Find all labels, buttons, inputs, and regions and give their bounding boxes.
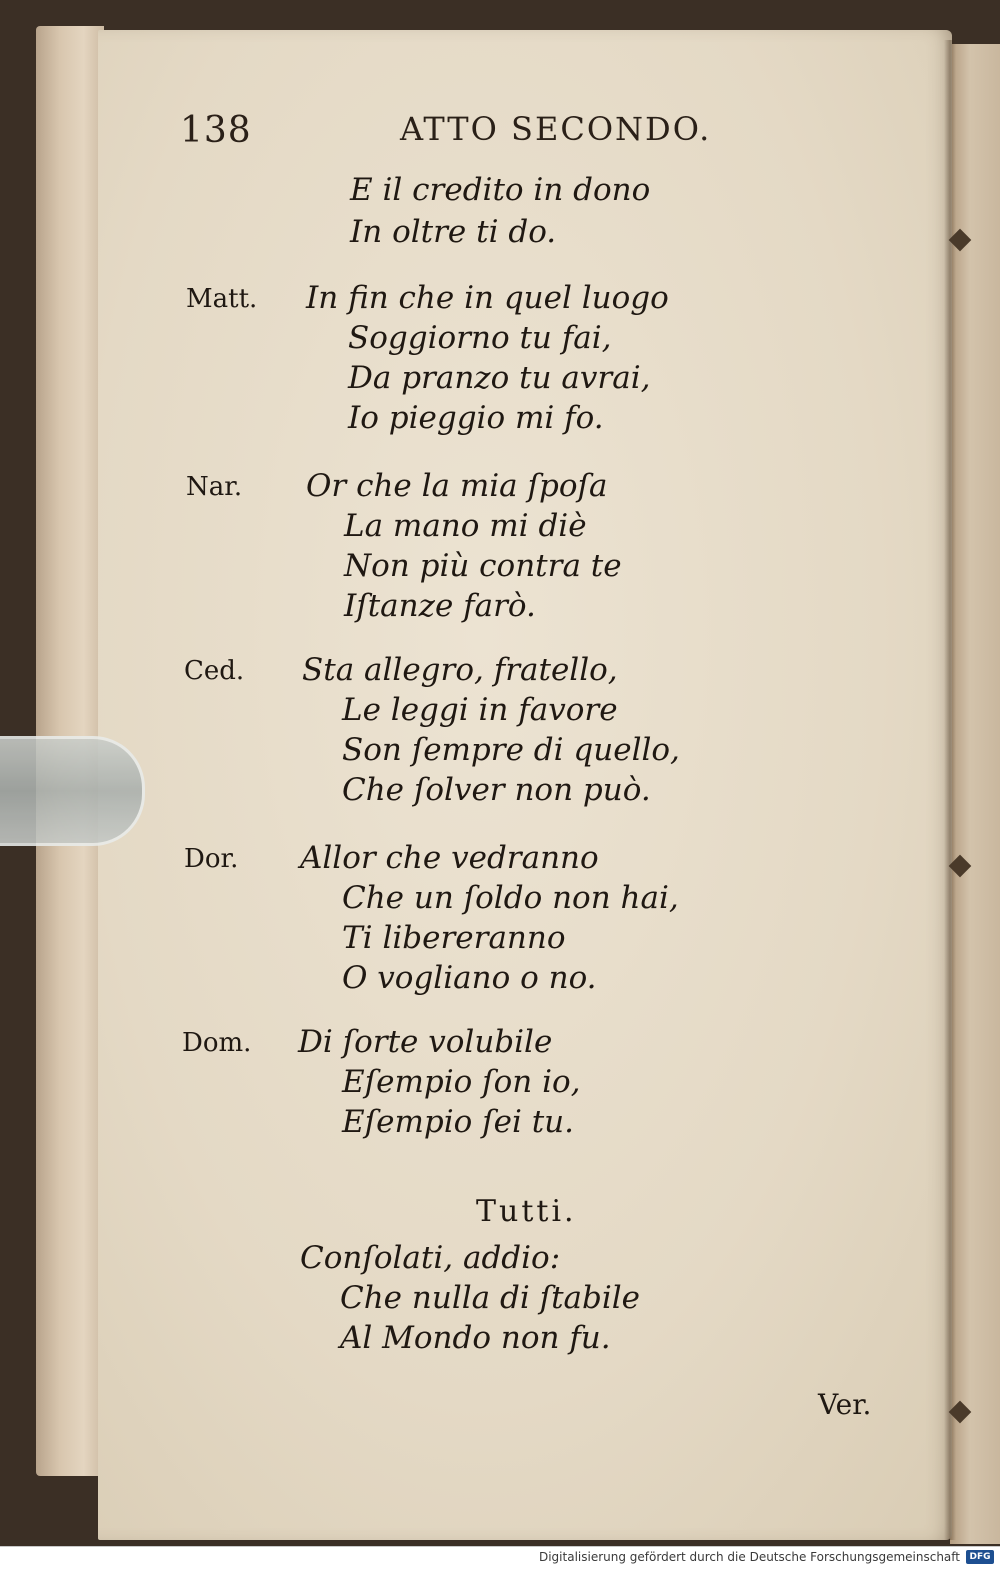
footer-credit: Digitalisierung gefördert durch die Deutsche Forschungsgemeinschaft	[538, 1550, 960, 1564]
page-gutter	[944, 40, 956, 1540]
running-title: ATTO SECONDO.	[400, 110, 712, 148]
verse-line: Or che la mia ſpoſa	[306, 468, 608, 504]
page-number: 138	[180, 110, 252, 151]
verse-line: La mano mi diè	[344, 508, 587, 544]
verse-line: Iſtanze farò.	[344, 588, 536, 624]
verse-line: Le leggi in favore	[342, 692, 618, 728]
verse-line: Al Mondo non fu.	[340, 1320, 611, 1356]
verse-line: Allor che vedranno	[300, 840, 599, 876]
verse-line: Non più contra te	[344, 548, 622, 584]
chorus-label: Tutti.	[476, 1194, 577, 1229]
verse-line: In oltre ti do.	[350, 214, 557, 250]
verse-line: Che nulla di ſtabile	[340, 1280, 641, 1316]
verse-line: Io pieggio mi fo.	[348, 400, 604, 436]
verse-line: Soggiorno tu fai,	[348, 320, 612, 356]
next-page-edge	[950, 44, 1000, 1544]
verse-line: O vogliano o no.	[342, 960, 597, 996]
verse-line: Sta allegro, fratello,	[302, 652, 618, 688]
verse-line: Che ſolver non può.	[342, 772, 651, 808]
speaker-label: Dor.	[184, 844, 239, 874]
verse-line: In fin che in quel luogo	[306, 280, 669, 316]
speaker-label: Dom.	[182, 1028, 252, 1058]
verse-line: Son ſempre di quello,	[342, 732, 680, 768]
verse-line: Conſolati, addio:	[300, 1240, 561, 1276]
catchword: Ver.	[818, 1388, 872, 1421]
speaker-label: Nar.	[186, 472, 243, 502]
page-clip	[0, 736, 145, 846]
speaker-label: Ced.	[184, 656, 245, 686]
verse-line: Da pranzo tu avrai,	[348, 360, 651, 396]
verse-line: Di ſorte volubile	[298, 1024, 553, 1060]
verse-line: Eſempio ſon io,	[342, 1064, 581, 1100]
verse-line: Eſempio ſei tu.	[342, 1104, 574, 1140]
dfg-logo-icon: DFG	[966, 1550, 994, 1564]
verse-line: Ti libereranno	[342, 920, 566, 956]
verse-line: Che un ſoldo non hai,	[342, 880, 679, 916]
speaker-label: Matt.	[186, 284, 258, 314]
verse-line: E il credito in dono	[350, 172, 651, 208]
